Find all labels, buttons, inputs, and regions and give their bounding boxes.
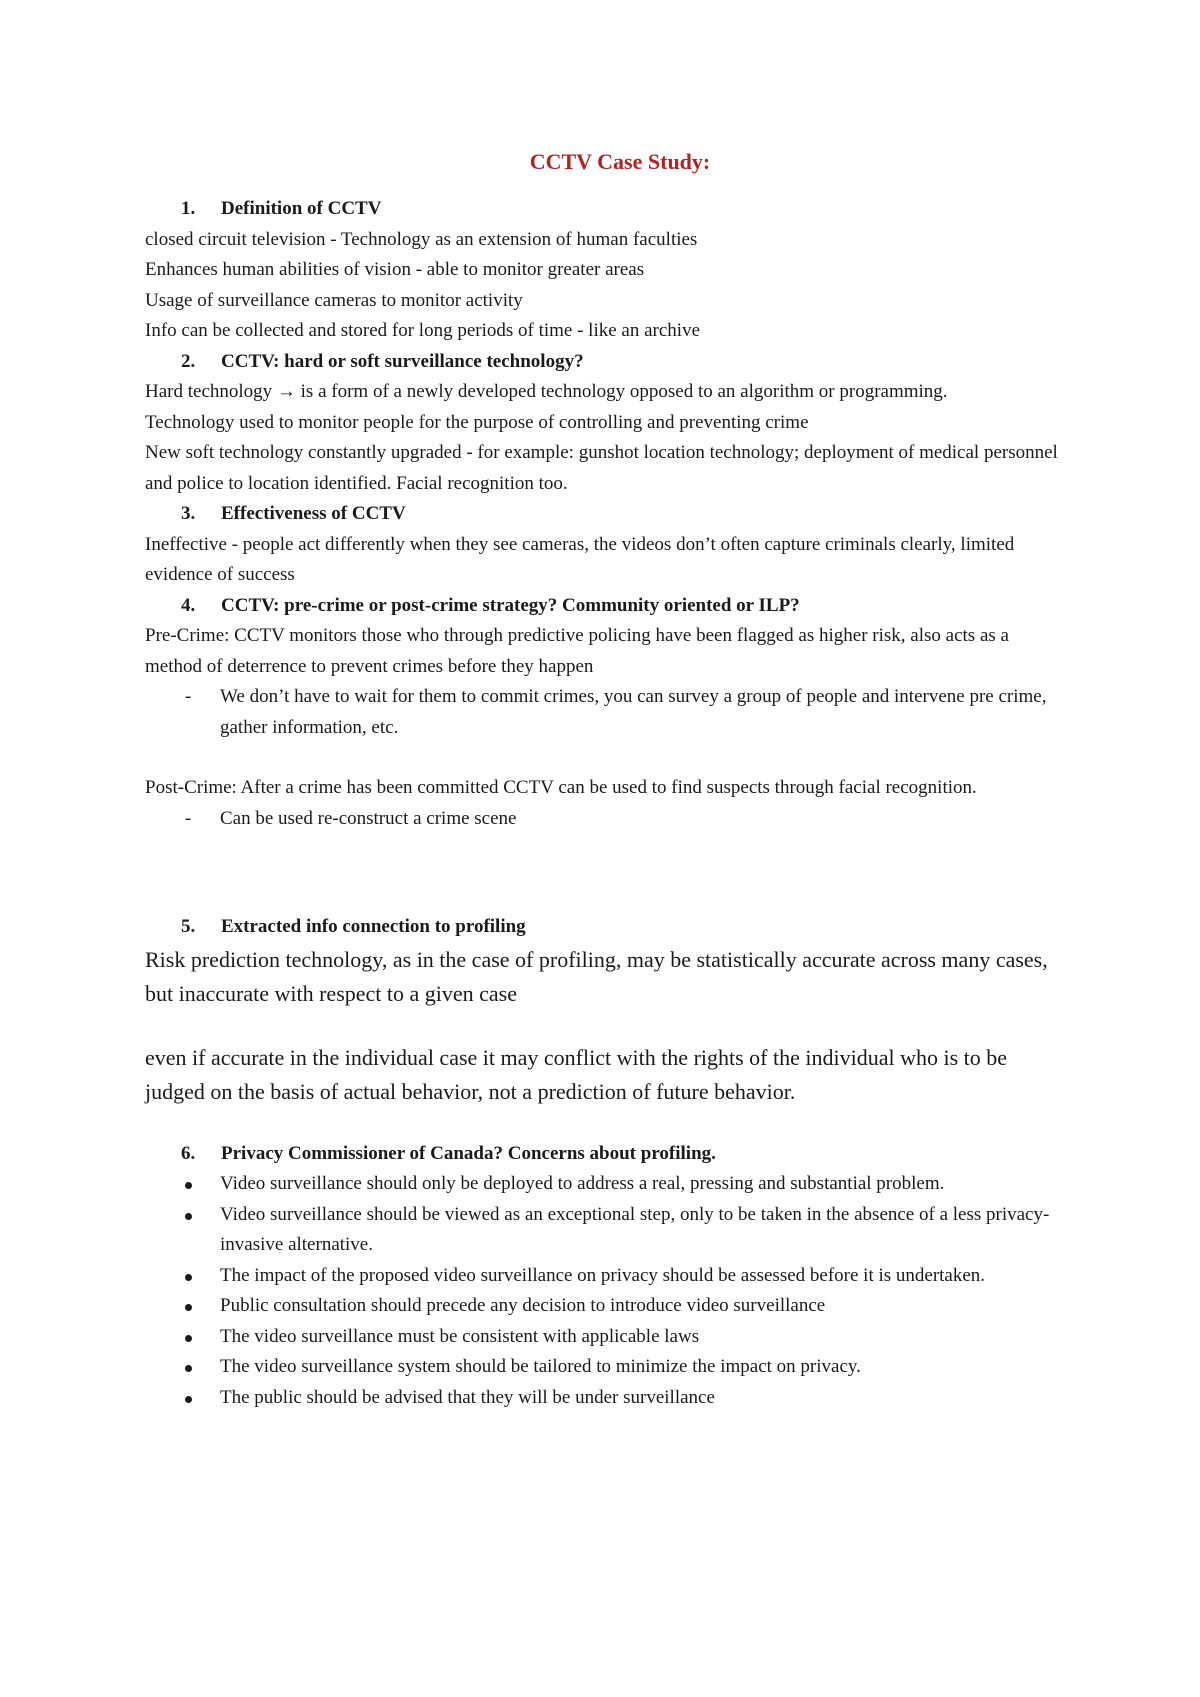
section-title: CCTV: pre-crime or post-crime strategy? Community oriented or ILP? <box>221 594 800 616</box>
bullet-list-item <box>145 1322 1065 1353</box>
section-title: CCTV: hard or soft surveillance technology? <box>221 350 584 372</box>
bullet-list-item <box>145 1261 1065 1292</box>
bullet-icon <box>185 1213 192 1220</box>
paragraph-line: Info can be collected and stored for long periods of time - like an archive <box>145 320 701 341</box>
paragraph-line: Ineffective - people act differently when they see cameras, the videos don’t often capture criminals clearly, limited evidence of success <box>145 533 1015 585</box>
dash-item-text: We don’t have to wait for them to commit crimes, you can survey a group of people and intervene pre crime, gather information, etc. <box>220 686 1047 738</box>
paragraph-line: Enhances human abilities of vision - able to monitor greater areas <box>145 259 645 280</box>
bullet-icon <box>185 1396 192 1403</box>
bullet-icon <box>185 1335 192 1342</box>
bullet-list-item <box>145 1352 1065 1383</box>
bullet-icon <box>185 1365 192 1372</box>
section-heading-5 <box>145 912 1065 943</box>
profiling-paragraph-1: Risk prediction technology, as in the case of profiling, may be statistically accurate across many cases, but inaccurate with respect to a given case <box>145 946 1048 1006</box>
section-number: 4. <box>181 594 196 616</box>
bullet-list-item <box>145 1291 1065 1322</box>
section-title: Effectiveness of CCTV <box>221 503 406 524</box>
section-number: 5. <box>181 916 196 937</box>
bullet-text: Public consultation should precede any decision to introduce video surveillance <box>220 1295 826 1316</box>
bullet-icon <box>185 1274 192 1281</box>
section-number: 6. <box>181 1142 196 1164</box>
dash-marker: - <box>185 686 192 707</box>
profiling-paragraph-2: even if accurate in the individual case it may conflict with the rights of the individual who is to be judged on the basis of actual behavior, not a prediction of future behavior. <box>145 1044 1008 1104</box>
bullet-icon <box>185 1182 192 1189</box>
bullet-text: Video surveillance should only be deployed to address a real, pressing and substantial problem. <box>220 1173 945 1194</box>
bullet-text: The video surveillance system should be tailored to minimize the impact on privacy. <box>220 1356 861 1377</box>
bullet-text: The video surveillance must be consistent with applicable laws <box>220 1325 700 1347</box>
post-crime-paragraph: Post-Crime: After a crime has been committed CCTV can be used to find suspects through facial recognition. <box>145 777 977 798</box>
section-heading-1 <box>145 194 1065 225</box>
bullet-text: The public should be advised that they will be under surveillance <box>220 1386 715 1408</box>
section-heading-4 <box>145 591 1065 622</box>
paragraph-line: Usage of surveillance cameras to monitor activity <box>145 289 523 311</box>
section-heading-3 <box>145 499 1065 530</box>
dash-marker: - <box>185 807 192 829</box>
section-title: Extracted info connection to profiling <box>221 916 526 937</box>
bullet-list-item <box>145 1383 1065 1414</box>
section-heading-6 <box>145 1139 1065 1170</box>
bullet-list-item <box>145 1200 1065 1261</box>
section-number: 3. <box>181 503 196 524</box>
page-title: CCTV Case Study: <box>529 149 711 174</box>
bullet-text: Video surveillance should be viewed as an exceptional step, only to be taken in the absence of a less privacy-invasive alternative. <box>220 1203 1050 1255</box>
bullet-icon <box>185 1304 192 1311</box>
section-title: Privacy Commissioner of Canada? Concerns about profiling. <box>221 1142 716 1164</box>
pre-crime-paragraph: Pre-Crime: CCTV monitors those who through predictive policing have been flagged as higher risk, also acts as a method of deterrence to prevent crimes before they happen <box>145 625 1009 677</box>
document-page <box>145 142 1065 1413</box>
bullet-list-item <box>145 1169 1065 1200</box>
paragraph-line: closed circuit television - Technology as an extension of human faculties <box>145 228 698 250</box>
dash-item-text: Can be used re-construct a crime scene <box>220 807 517 829</box>
dash-list-item <box>145 804 1065 835</box>
paragraph-line: Technology used to monitor people for the purpose of controlling and preventing crime <box>145 411 809 433</box>
section-heading-2 <box>145 347 1065 378</box>
paragraph-line: New soft technology constantly upgraded - for example: gunshot location technology; deployment of medical personnel and police to location identified. Facial recognition too. <box>145 442 1058 494</box>
bullet-text: The impact of the proposed video surveillance on privacy should be assessed before it is undertaken. <box>220 1264 986 1286</box>
paragraph-line: Hard technology → is a form of a newly developed technology opposed to an algorithm or programming. <box>145 381 948 402</box>
section-number: 1. <box>181 198 196 219</box>
section-number: 2. <box>181 350 196 372</box>
dash-list-item <box>145 682 1065 743</box>
bullet-list <box>145 1169 1065 1413</box>
section-title: Definition of CCTV <box>221 198 382 219</box>
